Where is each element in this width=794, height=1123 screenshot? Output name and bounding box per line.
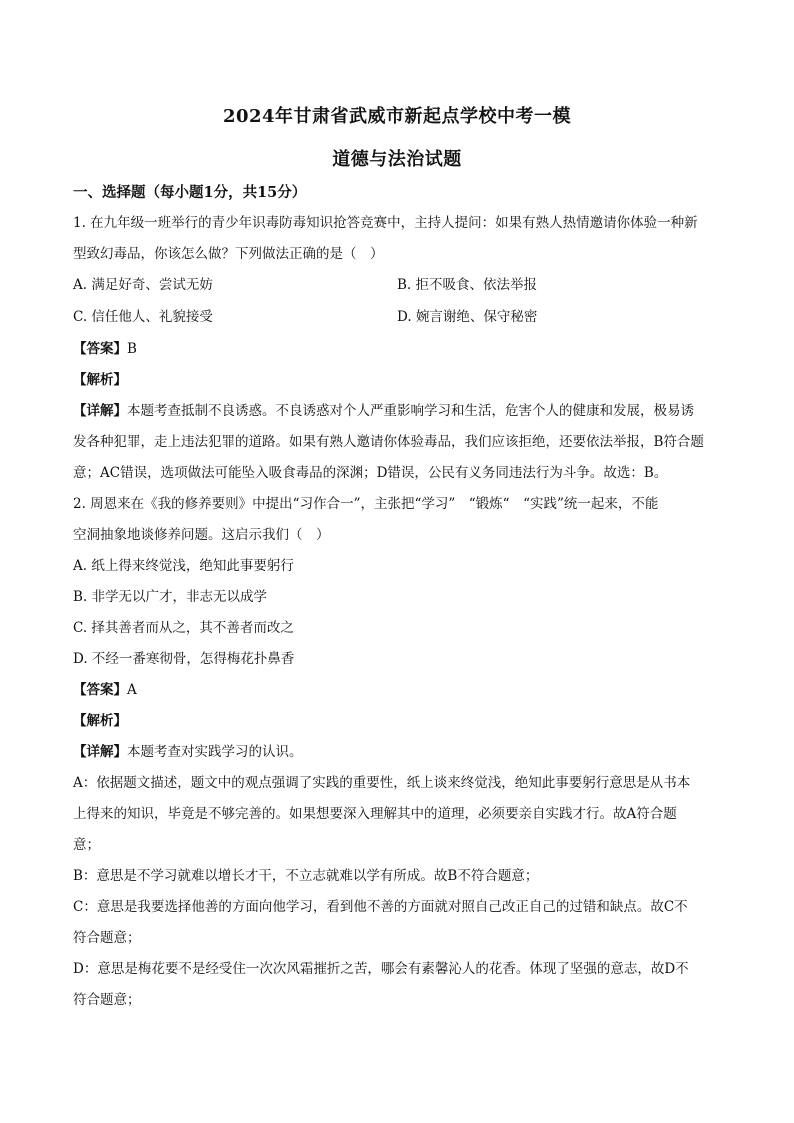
q1-answer-value: B — [127, 341, 137, 357]
q2-d-line1: D：意思是梅花要不是经受住一次次风霜摧折之苦，哪会有素馨沁人的花香。体现了坚强的意志，故D不 — [73, 961, 689, 977]
q2-a-line2: 上得来的知识，毕竟是不够完善的。如果想要深入理解其中的道理，必须要亲自实践才行。故A符合题 — [73, 806, 677, 822]
q1-detail-tag: 【详解】 — [73, 403, 127, 419]
q2-answer-value: A — [127, 682, 137, 698]
q1-stem-line1: 1. 在九年级一班举行的青少年识毒防毒知识抢答竞赛中，主持人提问：如果有熟人热情邀请你体验一种新 — [73, 215, 698, 231]
section-heading: 一、选择题（每小题1分，共15分） — [73, 184, 307, 201]
q2-analysis-tag: 【解析】 — [73, 713, 127, 729]
q2-detail-line — [73, 742, 733, 762]
q1-answer-tag: 【答案】 — [73, 341, 127, 357]
document-title: 2024年甘肃省武威市新起点学校中考一模 — [222, 106, 572, 127]
q1-stem-line2: 型致幻毒品，你该怎么做？下列做法正确的是（ ） — [73, 246, 384, 262]
q1-analysis-tag: 【解析】 — [73, 372, 127, 388]
q2-c-line1: C：意思是我要选择他善的方面向他学习，看到他不善的方面就对照自己改正自己的过错和缺点。故C不 — [73, 899, 688, 915]
q1-answer-row — [73, 339, 733, 359]
document-subtitle: 道德与法治试题 — [332, 149, 462, 170]
q1-option-b: B. 拒不吸食、依法举报 — [397, 277, 538, 293]
q2-option-c: C. 择其善者而从之，其不善者而改之 — [73, 620, 294, 636]
q2-detail-tag: 【详解】 — [73, 744, 127, 760]
q2-a-line3: 意； — [73, 837, 100, 853]
q1-detail-line2: 发各种犯罪，走上违法犯罪的道路。如果有熟人邀请你体验毒品，我们应该拒绝，还要依法举报，B符合题 — [73, 434, 704, 450]
q1-detail-line1 — [73, 401, 733, 421]
q2-option-a: A. 纸上得来终觉浅，绝知此事要躬行 — [73, 558, 294, 574]
q2-answer-tag: 【答案】 — [73, 682, 127, 698]
q2-b-line1: B：意思是不学习就难以增长才干，不立志就难以学有所成。故B不符合题意； — [73, 868, 539, 884]
q1-detail-text1: 本题考查抵制不良诱惑。不良诱惑对个人严重影响学习和生活，危害个人的健康和发展，极易诱 — [127, 403, 694, 419]
q2-a-line1: A：依据题文描述，题文中的观点强调了实践的重要性，纸上谈来终觉浅，绝知此事要躬行意思是从书本 — [73, 775, 691, 791]
q1-option-d: D. 婉言谢绝、保守秘密 — [397, 309, 538, 325]
q1-detail-line3: 意；AC错误，选项做法可能坠入吸食毒品的深渊；D错误，公民有义务同违法行为斗争。故选：B。 — [73, 465, 668, 481]
q1-option-c: C. 信任他人、礼貌接受 — [73, 309, 213, 325]
q1-option-a: A. 满足好奇、尝试无妨 — [73, 277, 213, 293]
q2-answer-row — [73, 680, 733, 700]
q2-detail-intro: 本题考查对实践学习的认识。 — [127, 744, 303, 760]
q2-d-line2: 符合题意； — [73, 992, 141, 1008]
q2-option-d: D. 不经一番寒彻骨，怎得梅花扑鼻香 — [73, 651, 295, 667]
q2-stem-line1: 2. 周恩来在《我的修养要则》中提出“习作合一”，主张把“学习” “锻炼“ “实践”统一起来，不能 — [73, 496, 659, 512]
q2-c-line2: 符合题意； — [73, 930, 141, 946]
q2-stem-line2: 空洞抽象地谈修养问题。这启示我们（ ） — [73, 527, 330, 543]
q2-option-b: B. 非学无以广才，非志无以成学 — [73, 589, 268, 605]
